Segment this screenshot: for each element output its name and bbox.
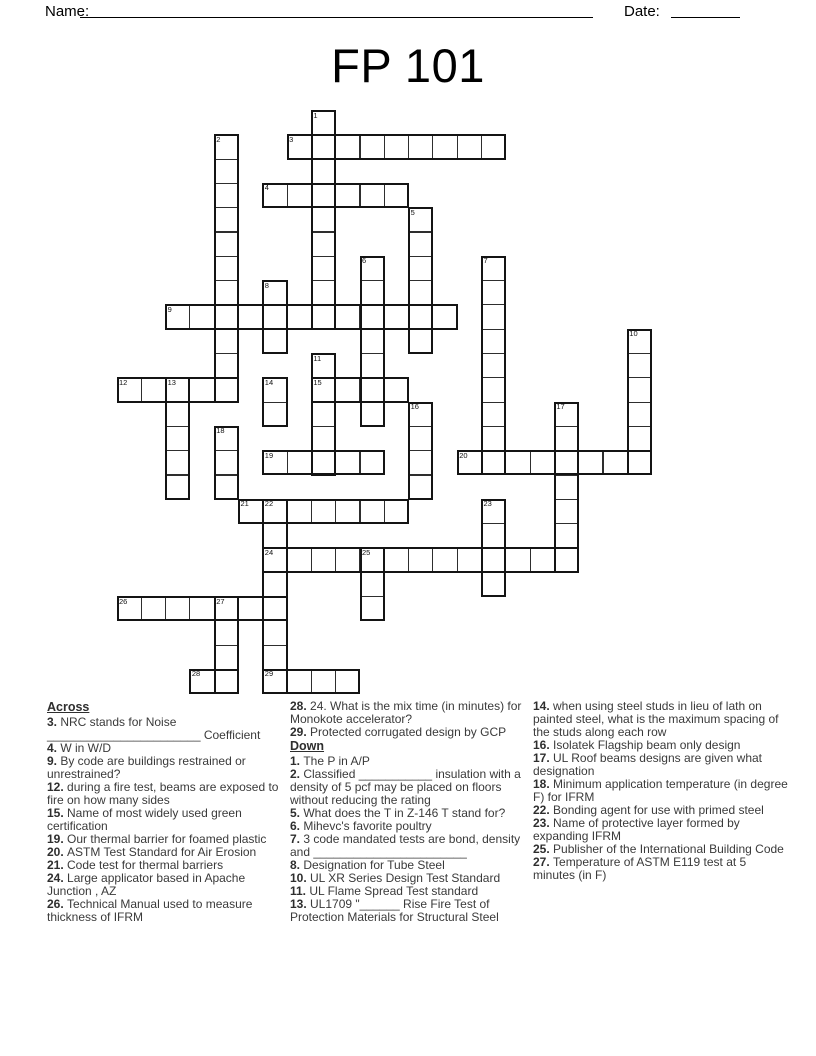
clue-number: 26. bbox=[47, 897, 68, 911]
grid-cell[interactable] bbox=[214, 426, 239, 451]
grid-cell[interactable] bbox=[384, 304, 409, 329]
grid-cell[interactable] bbox=[360, 134, 385, 159]
clue-number: 21. bbox=[47, 858, 68, 872]
grid-cell[interactable] bbox=[214, 304, 239, 329]
cell-number: 11 bbox=[313, 353, 322, 363]
clue-15: 15. Name of most widely used green certification bbox=[47, 806, 242, 833]
grid-cell[interactable] bbox=[311, 280, 336, 305]
grid-cell[interactable] bbox=[360, 329, 385, 354]
grid-cell[interactable] bbox=[165, 304, 190, 329]
grid-cell[interactable] bbox=[481, 134, 506, 159]
cell-number: 8 bbox=[264, 280, 269, 290]
grid-cell[interactable] bbox=[360, 256, 385, 281]
clue-number: 6. bbox=[290, 819, 304, 833]
grid-cell[interactable] bbox=[262, 402, 287, 427]
grid-cell[interactable] bbox=[165, 475, 190, 500]
cell-number: 24 bbox=[264, 547, 274, 557]
grid-cell[interactable] bbox=[384, 183, 409, 208]
grid-cell[interactable] bbox=[214, 450, 239, 475]
grid-cell[interactable] bbox=[189, 596, 214, 621]
grid-cell[interactable] bbox=[554, 523, 579, 548]
clue-18: 18. Minimum application temperature (in degree F) for IFRM bbox=[533, 777, 788, 804]
grid-cell[interactable] bbox=[408, 207, 433, 232]
grid-cell[interactable] bbox=[481, 450, 506, 475]
grid-cell[interactable] bbox=[214, 475, 239, 500]
clue-12: 12. during a fire test, beams are exposed to fire on how many sides bbox=[47, 780, 279, 807]
clue-7: 7. 3 code mandated tests are bond, density and _______________________ bbox=[290, 832, 521, 859]
grid-cell[interactable] bbox=[627, 426, 652, 451]
grid-cell[interactable] bbox=[262, 280, 287, 305]
cell-number: 25 bbox=[362, 547, 371, 557]
grid-cell[interactable] bbox=[262, 329, 287, 354]
grid-cell[interactable] bbox=[627, 402, 652, 427]
grid-cell[interactable] bbox=[214, 280, 239, 305]
grid-cell[interactable] bbox=[287, 499, 312, 524]
grid-cell[interactable] bbox=[505, 450, 530, 475]
clue-number: 17. bbox=[533, 751, 554, 765]
grid-cell[interactable] bbox=[214, 183, 239, 208]
grid-cell[interactable] bbox=[287, 183, 312, 208]
clue-number: 29. bbox=[290, 725, 311, 739]
grid-cell[interactable] bbox=[554, 475, 579, 500]
cell-number: 7 bbox=[483, 256, 488, 266]
grid-cell[interactable] bbox=[214, 159, 239, 184]
grid-cell[interactable] bbox=[481, 377, 506, 402]
grid-cell[interactable] bbox=[335, 304, 360, 329]
grid-cell[interactable] bbox=[360, 596, 385, 621]
grid-cell[interactable] bbox=[481, 499, 506, 524]
grid-cell[interactable] bbox=[384, 499, 409, 524]
grid-cell[interactable] bbox=[603, 450, 628, 475]
grid-cell[interactable] bbox=[311, 256, 336, 281]
grid-cell[interactable] bbox=[262, 596, 287, 621]
cell-number: 12 bbox=[119, 377, 128, 387]
grid-cell[interactable] bbox=[117, 596, 142, 621]
grid-cell[interactable] bbox=[311, 402, 336, 427]
grid-cell[interactable] bbox=[408, 402, 433, 427]
grid-cell[interactable] bbox=[311, 207, 336, 232]
grid-cell[interactable] bbox=[335, 450, 360, 475]
cell-number: 21 bbox=[240, 499, 249, 509]
clue-number: 25. bbox=[533, 842, 554, 856]
grid-cell[interactable] bbox=[408, 450, 433, 475]
grid-cell[interactable] bbox=[311, 159, 336, 184]
grid-cell[interactable] bbox=[262, 669, 287, 694]
grid-cell[interactable] bbox=[481, 572, 506, 597]
clue-number: 13. bbox=[290, 897, 311, 911]
grid-cell[interactable] bbox=[165, 426, 190, 451]
cell-number: 22 bbox=[264, 499, 274, 509]
grid-cell[interactable] bbox=[262, 572, 287, 597]
grid-cell[interactable] bbox=[141, 377, 166, 402]
clue-9: 9. By code are buildings restrained or unrestrained? bbox=[47, 754, 246, 781]
date-label: Date: bbox=[624, 3, 660, 20]
grid-cell[interactable] bbox=[408, 329, 433, 354]
grid-cell[interactable] bbox=[287, 669, 312, 694]
grid-cell[interactable] bbox=[408, 280, 433, 305]
clue-number: 12. bbox=[47, 780, 68, 794]
grid-cell[interactable] bbox=[238, 499, 263, 524]
grid-cell[interactable] bbox=[214, 232, 239, 257]
grid-cell[interactable] bbox=[408, 256, 433, 281]
grid-cell[interactable] bbox=[335, 183, 360, 208]
grid-cell[interactable] bbox=[360, 353, 385, 378]
page-title: FP 101 bbox=[331, 39, 485, 92]
grid-cell[interactable] bbox=[311, 669, 336, 694]
cell-number: 15 bbox=[313, 377, 322, 387]
clue-number: 8. bbox=[290, 858, 304, 872]
clue-13: 13. UL1709 "______ Rise Fire Test of Protection Materials for Structural Steel bbox=[290, 897, 499, 924]
grid-cell[interactable] bbox=[457, 547, 482, 572]
grid-cell[interactable] bbox=[457, 450, 482, 475]
grid-cell[interactable] bbox=[408, 426, 433, 451]
clue-22: 22. Bonding agent for use with primed steel bbox=[533, 803, 764, 817]
grid-cell[interactable] bbox=[165, 596, 190, 621]
grid-cell[interactable] bbox=[627, 450, 652, 475]
clue-27: 27. Temperature of ASTM E119 test at 5 minutes (in F) bbox=[533, 855, 747, 882]
grid-cell[interactable] bbox=[214, 207, 239, 232]
grid-cell[interactable] bbox=[214, 353, 239, 378]
grid-cell[interactable] bbox=[262, 183, 287, 208]
grid-cell[interactable] bbox=[384, 547, 409, 572]
grid-cell[interactable] bbox=[311, 499, 336, 524]
grid-cell[interactable] bbox=[554, 450, 579, 475]
clue-number: 16. bbox=[533, 738, 554, 752]
grid-cell[interactable] bbox=[335, 547, 360, 572]
grid-cell[interactable] bbox=[262, 645, 287, 670]
grid-cell[interactable] bbox=[214, 620, 239, 645]
grid-cell[interactable] bbox=[627, 353, 652, 378]
grid-cell[interactable] bbox=[408, 134, 433, 159]
grid-cell[interactable] bbox=[335, 377, 360, 402]
cell-number: 3 bbox=[289, 134, 294, 144]
grid-cell[interactable] bbox=[360, 304, 385, 329]
clue-number: 14. bbox=[533, 699, 554, 713]
grid-cell[interactable] bbox=[481, 523, 506, 548]
grid-cell[interactable] bbox=[311, 232, 336, 257]
clue-number: 5. bbox=[290, 806, 304, 820]
grid-cell[interactable] bbox=[335, 499, 360, 524]
clue-25: 25. Publisher of the International Building Code bbox=[533, 842, 784, 856]
name-label: Name: bbox=[45, 3, 90, 20]
grid-cell[interactable] bbox=[360, 183, 385, 208]
grid-cell[interactable] bbox=[238, 596, 263, 621]
grid-cell[interactable] bbox=[360, 499, 385, 524]
grid-cell[interactable] bbox=[287, 450, 312, 475]
grid-cell[interactable] bbox=[262, 547, 287, 572]
grid-cell[interactable] bbox=[262, 304, 287, 329]
grid-cell[interactable] bbox=[141, 596, 166, 621]
clue-number: 18. bbox=[533, 777, 554, 791]
grid-cell[interactable] bbox=[335, 669, 360, 694]
grid-cell[interactable] bbox=[554, 426, 579, 451]
grid-cell[interactable] bbox=[408, 232, 433, 257]
grid-cell[interactable] bbox=[262, 499, 287, 524]
clue-24: 24. Large applicator based in Apache Junction , AZ bbox=[47, 871, 246, 898]
clue-number: 22. bbox=[533, 803, 554, 817]
grid-cell[interactable] bbox=[360, 547, 385, 572]
grid-cell[interactable] bbox=[481, 280, 506, 305]
clue-23: 23. Name of protective layer formed by expanding IFRM bbox=[533, 816, 740, 843]
clue-number: 3. bbox=[47, 715, 61, 729]
grid-cell[interactable] bbox=[189, 304, 214, 329]
cell-number: 10 bbox=[629, 329, 638, 339]
cell-number: 14 bbox=[264, 377, 274, 387]
grid-cell[interactable] bbox=[117, 377, 142, 402]
clue-number: 28. bbox=[290, 699, 311, 713]
clue-11: 11. UL Flame Spread Test standard bbox=[290, 884, 479, 898]
grid-cell[interactable] bbox=[554, 547, 579, 572]
cell-number: 2 bbox=[216, 134, 221, 144]
grid-cell[interactable] bbox=[627, 377, 652, 402]
grid-cell[interactable] bbox=[214, 256, 239, 281]
clues-across-header: Across bbox=[47, 700, 90, 714]
grid-cell[interactable] bbox=[311, 377, 336, 402]
clue-28: 28. 24. What is the mix time (in minutes) for Monokote accelerator? bbox=[290, 699, 522, 726]
grid-cell[interactable] bbox=[311, 110, 336, 135]
grid-cell[interactable] bbox=[360, 377, 385, 402]
grid-cell[interactable] bbox=[165, 450, 190, 475]
cell-number: 19 bbox=[264, 450, 274, 460]
grid-cell[interactable] bbox=[335, 134, 360, 159]
clue-6: 6. Mihevc's favorite poultry bbox=[290, 819, 432, 833]
clues-down-header: Down bbox=[290, 739, 325, 753]
grid-cell[interactable] bbox=[262, 450, 287, 475]
grid-cell[interactable] bbox=[408, 547, 433, 572]
clues-column-1 bbox=[47, 700, 292, 924]
clues-column-3 bbox=[533, 700, 790, 882]
cell-number: 4 bbox=[264, 183, 269, 193]
clue-20: 20. ASTM Test Standard for Air Erosion bbox=[47, 845, 257, 859]
cell-number: 1 bbox=[313, 110, 318, 120]
grid-cell[interactable] bbox=[165, 402, 190, 427]
clue-number: 4. bbox=[47, 741, 61, 755]
clue-3: 3. NRC stands for Noise _______________________ Coefficient bbox=[47, 715, 261, 742]
grid-cell[interactable] bbox=[554, 402, 579, 427]
grid-cell[interactable] bbox=[360, 402, 385, 427]
clue-1: 1. The P in A/P bbox=[290, 754, 370, 768]
grid-cell[interactable] bbox=[384, 134, 409, 159]
cell-number: 13 bbox=[167, 377, 176, 387]
grid-cell[interactable] bbox=[311, 547, 336, 572]
clue-number: 1. bbox=[290, 754, 304, 768]
cell-number: 18 bbox=[216, 426, 225, 436]
cell-number: 6 bbox=[362, 256, 367, 266]
clue-17: 17. UL Roof beams designs are given what designation bbox=[533, 751, 763, 778]
clue-number: 15. bbox=[47, 806, 68, 820]
grid-cell[interactable] bbox=[432, 304, 457, 329]
clue-4: 4. W in W/D bbox=[47, 741, 112, 755]
grid-cell[interactable] bbox=[287, 134, 312, 159]
clue-number: 10. bbox=[290, 871, 311, 885]
grid-cell[interactable] bbox=[262, 523, 287, 548]
cell-number: 28 bbox=[191, 669, 201, 679]
grid-cell[interactable] bbox=[432, 134, 457, 159]
grid-cell[interactable] bbox=[432, 547, 457, 572]
grid-cell[interactable] bbox=[360, 280, 385, 305]
grid-cell[interactable] bbox=[311, 134, 336, 159]
clue-26: 26. Technical Manual used to measure thickness of IFRM bbox=[47, 897, 253, 924]
grid-cell[interactable] bbox=[578, 450, 603, 475]
clue-2: 2. Classified ___________ insulation with a density of 5 pcf may be placed on floors without reducing the rating bbox=[290, 767, 521, 807]
grid-cell[interactable] bbox=[262, 620, 287, 645]
cell-number: 26 bbox=[119, 596, 128, 606]
clue-16: 16. Isolatek Flagship beam only design bbox=[533, 738, 741, 752]
grid-cell[interactable] bbox=[214, 377, 239, 402]
grid-cell[interactable] bbox=[311, 353, 336, 378]
grid-cell[interactable] bbox=[530, 450, 555, 475]
grid-cell[interactable] bbox=[481, 426, 506, 451]
cell-number: 23 bbox=[483, 499, 492, 509]
grid-cell[interactable] bbox=[214, 645, 239, 670]
clue-21: 21. Code test for thermal barriers bbox=[47, 858, 224, 872]
grid-cell[interactable] bbox=[189, 669, 214, 694]
grid-cell[interactable] bbox=[262, 377, 287, 402]
grid-cell[interactable] bbox=[505, 547, 530, 572]
cell-number: 20 bbox=[459, 450, 468, 460]
clue-14: 14. when using steel studs in lieu of lath on painted steel, what is the maximum spacing of the studs along each row bbox=[533, 699, 779, 739]
clue-number: 9. bbox=[47, 754, 61, 768]
grid-cell[interactable] bbox=[384, 377, 409, 402]
grid-cell[interactable] bbox=[554, 499, 579, 524]
grid-cell[interactable] bbox=[457, 134, 482, 159]
clue-number: 7. bbox=[290, 832, 304, 846]
grid-cell[interactable] bbox=[214, 596, 239, 621]
grid-cell[interactable] bbox=[408, 304, 433, 329]
clue-10: 10. UL XR Series Design Test Standard bbox=[290, 871, 501, 885]
clue-8: 8. Designation for Tube Steel bbox=[290, 858, 445, 872]
grid-cell[interactable] bbox=[311, 426, 336, 451]
grid-cell[interactable] bbox=[165, 377, 190, 402]
grid-cell[interactable] bbox=[360, 450, 385, 475]
grid-cell[interactable] bbox=[311, 450, 336, 475]
grid-cell[interactable] bbox=[311, 183, 336, 208]
grid-cell[interactable] bbox=[627, 329, 652, 354]
clue-number: 2. bbox=[290, 767, 304, 781]
grid-cell[interactable] bbox=[238, 304, 263, 329]
clue-number: 23. bbox=[533, 816, 554, 830]
clue-number: 20. bbox=[47, 845, 68, 859]
grid-cell[interactable] bbox=[360, 572, 385, 597]
cell-number: 29 bbox=[264, 669, 274, 679]
grid-cell[interactable] bbox=[481, 547, 506, 572]
grid-cell[interactable] bbox=[287, 304, 312, 329]
grid-cell[interactable] bbox=[530, 547, 555, 572]
cell-number: 17 bbox=[556, 402, 565, 412]
clue-number: 24. bbox=[47, 871, 68, 885]
grid-cell[interactable] bbox=[214, 329, 239, 354]
grid-cell[interactable] bbox=[408, 475, 433, 500]
clue-5: 5. What does the T in Z-146 T stand for? bbox=[290, 806, 506, 820]
cell-number: 5 bbox=[410, 207, 415, 217]
clue-number: 19. bbox=[47, 832, 68, 846]
grid-cell[interactable] bbox=[481, 329, 506, 354]
grid-cell[interactable] bbox=[189, 377, 214, 402]
grid-cell[interactable] bbox=[481, 304, 506, 329]
grid-cell[interactable] bbox=[311, 304, 336, 329]
cell-number: 16 bbox=[410, 402, 419, 412]
grid-cell[interactable] bbox=[481, 353, 506, 378]
clue-number: 27. bbox=[533, 855, 554, 869]
clues-column-2 bbox=[290, 700, 528, 924]
cell-number: 27 bbox=[216, 596, 225, 606]
grid-cell[interactable] bbox=[481, 402, 506, 427]
clue-29: 29. Protected corrugated design by GCP bbox=[290, 725, 507, 739]
clue-19: 19. Our thermal barrier for foamed plastic bbox=[47, 832, 267, 846]
clue-number: 11. bbox=[290, 884, 310, 898]
grid-cell[interactable] bbox=[481, 256, 506, 281]
grid-cell[interactable] bbox=[214, 669, 239, 694]
grid-cell[interactable] bbox=[287, 547, 312, 572]
grid-cell[interactable] bbox=[214, 134, 239, 159]
cell-number: 9 bbox=[167, 304, 172, 314]
